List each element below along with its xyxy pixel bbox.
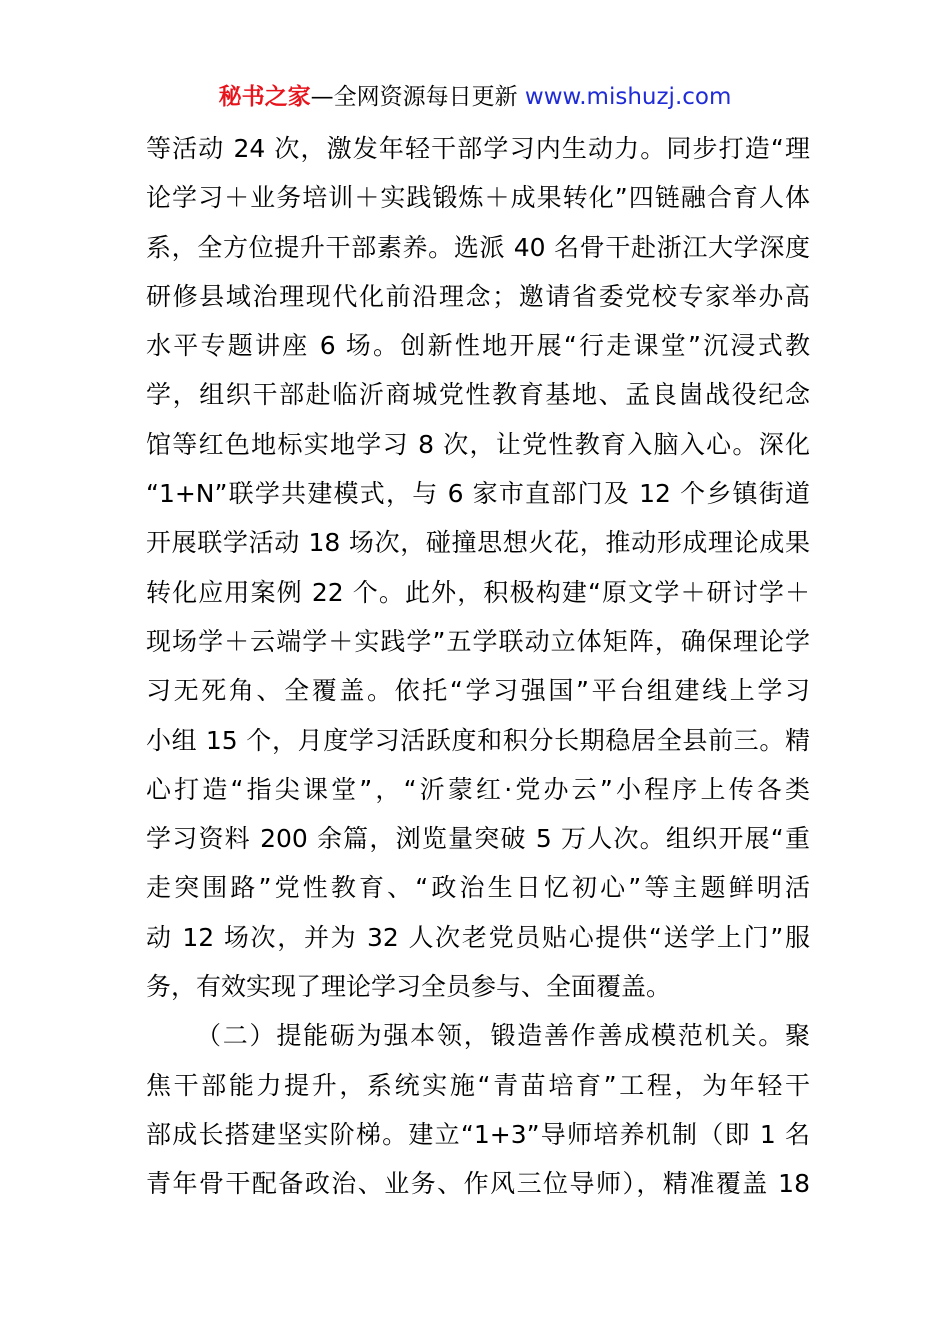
body-line: 走突围路”党性教育、“政治生日忆初心”等主题鲜明活 bbox=[146, 873, 810, 903]
body-line: 开展联学活动 18 场次，碰撞思想火花，推动形成理论成果 bbox=[146, 528, 810, 558]
body-line: “1+N”联学共建模式，与 6 家市直部门及 12 个乡镇街道 bbox=[146, 479, 810, 509]
body-line: 馆等红色地标实地学习 8 次，让党性教育入脑入心。深化 bbox=[146, 429, 810, 459]
paragraph-end-line: 务，有效实现了理论学习全员参与、全面覆盖。 bbox=[146, 972, 672, 1002]
site-url-link[interactable]: www.mishuzj.com bbox=[524, 84, 732, 110]
brand-name: 秘书之家 bbox=[218, 84, 311, 110]
section-heading-line: （二）提能砺为强本领，锻造善作善成模范机关。聚 bbox=[196, 1021, 810, 1051]
body-line: 系，全方位提升干部素养。选派 40 名骨干赴浙江大学深度 bbox=[146, 232, 810, 262]
body-line: 青年骨干配备政治、业务、作风三位导师），精准覆盖 18 bbox=[146, 1169, 810, 1199]
body-line: 水平专题讲座 6 场。创新性地开展“行走课堂”沉浸式教 bbox=[146, 331, 810, 361]
body-line: 学，组织干部赴临沂商城党性教育基地、孟良崮战役纪念 bbox=[146, 380, 810, 410]
body-line: 部成长搭建坚实阶梯。建立“1+3”导师培养机制（即 1 名 bbox=[146, 1119, 810, 1149]
body-line: 等活动 24 次，激发年轻干部学习内生动力。同步打造“理 bbox=[146, 134, 810, 163]
body-line: 研修县域治理现代化前沿理念；邀请省委党校专家举办高 bbox=[146, 281, 810, 311]
body-line: 现场学＋云端学＋实践学”五学联动立体矩阵，确保理论学 bbox=[146, 626, 810, 656]
body-line: 心打造“指尖课堂”，“沂蒙红·党办云”小程序上传各类 bbox=[146, 774, 810, 804]
header-tagline: —全网资源每日更新 bbox=[310, 84, 525, 110]
body-line: 小组 15 个，月度学习活跃度和积分长期稳居全县前三。精 bbox=[146, 725, 810, 755]
body-line: 习无死角、全覆盖。依托“学习强国”平台组建线上学习 bbox=[146, 676, 810, 706]
body-line: 动 12 场次，并为 32 人次老党员贴心提供“送学上门”服 bbox=[146, 922, 810, 952]
document-body bbox=[146, 124, 810, 1209]
body-line: 论学习＋业务培训＋实践锻炼＋成果转化”四链融合育人体 bbox=[146, 183, 810, 213]
body-line: 转化应用案例 22 个。此外，积极构建“原文学＋研讨学＋ bbox=[146, 577, 810, 607]
body-line: 焦干部能力提升，系统实施“青苗培育”工程，为年轻干 bbox=[146, 1070, 810, 1100]
body-line: 学习资料 200 余篇，浏览量突破 5 万人次。组织开展“重 bbox=[146, 824, 810, 854]
page-header bbox=[0, 80, 950, 114]
